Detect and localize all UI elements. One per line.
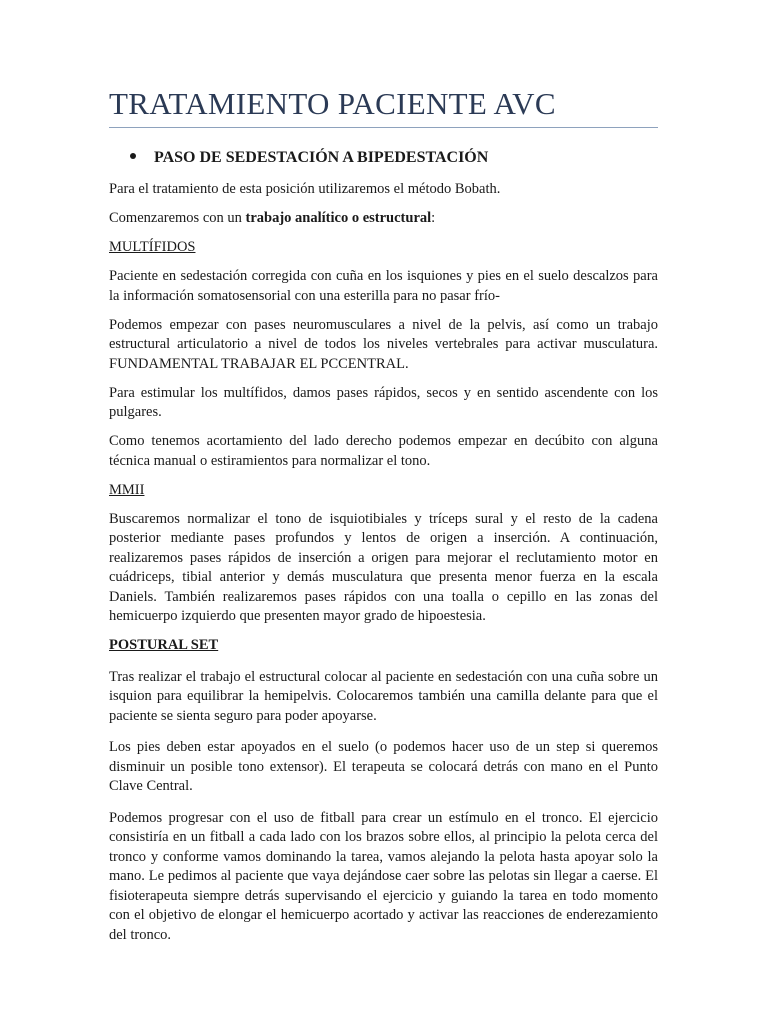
postural-paragraph-1: Tras realizar el trabajo el estructural colocar al paciente en sedestación con una cuña sobre un isquion para equilibrar la hemipelvis. Colocaremos también una camilla delante para que el paciente se sienta seguro para poder apoyarse. bbox=[109, 668, 658, 724]
intro-paragraph: Para el tratamiento de esta posición utilizaremos el método Bobath. bbox=[109, 181, 501, 197]
document-title: TRATAMIENTO PACIENTE AVC bbox=[109, 86, 556, 121]
bullet-dot-icon bbox=[130, 153, 136, 159]
mmii-heading: MMII bbox=[109, 481, 145, 498]
multifidos-paragraph-1: Paciente en sedestación corregida con cuña en los isquiones y pies en el suelo descalzos para la información somatosensorial con una esterilla para no pasar frío- bbox=[109, 268, 658, 304]
multifidos-heading: MULTÍFIDOS bbox=[109, 239, 196, 255]
title-underline-rule bbox=[109, 127, 658, 128]
analytic-bold: trabajo analítico o estructural bbox=[245, 210, 432, 226]
multifidos-paragraph-2: Podemos empezar con pases neuromusculares a nivel de la pelvis, así como un trabajo estructural articulatorio a nivel de todos los niveles vertebrales para activar musculatura. FUNDAMENTAL TRABAJAR EL PCCENTRAL. bbox=[109, 316, 658, 372]
multifidos-paragraph-4: Como tenemos acortamiento del lado derecho podemos empezar en decúbito con alguna técnica manual o estiramientos para normalizar el tono. bbox=[109, 433, 658, 469]
analytic-prefix: Comenzaremos con un bbox=[109, 210, 246, 226]
bullet-heading bbox=[130, 147, 488, 169]
postural-set-heading: POSTURAL SET bbox=[109, 637, 219, 653]
document-body bbox=[109, 180, 658, 955]
postural-paragraph-2: Los pies deben estar apoyados en el suelo (o podemos hacer uso de un step si queremos disminuir un posible tono extensor). El terapeuta se colocará detrás con mano en el Punto Clave Central. bbox=[109, 739, 658, 794]
analytic-paragraph bbox=[109, 209, 658, 229]
mmii-paragraph-1: Buscaremos normalizar el tono de isquiotibiales y tríceps sural y el resto de la cadena posterior mediante pases profundos y lentos de origen a inserción. A continuación, realizaremos pases rápidos de inserción a origen para mejorar el reclutamiento motor en cuádriceps, tibial anterior y demás musculatura que presenta menor fuerza en la escala Daniels. También realizaremos pases rápidos con una toalla o cepillo en las zonas del hemicuerpo izquierdo que presenten mayor grado de hipoestesia. bbox=[109, 510, 658, 624]
analytic-suffix: : bbox=[431, 210, 436, 226]
postural-paragraph-3: Podemos progresar con el uso de fitball para crear un estímulo en el tronco. El ejercicio consistiría en un fitball a cada lado con los brazos sobre ellos, al principio la pelota cerca del tronco y conforme vamos dominando la tarea, vamos alejando la pelota hasta apoyar solo la mano. Le pedimos al paciente que vaya dejándose caer sobre las pelotas sin llegar a caerse. El fisioterapeuta siempre detrás supervisando el ejercicio y guiando la tarea en todo momento con el objetivo de elongar el hemicuerpo acortado y activar las reacciones de enderezamiento del tronco. bbox=[109, 809, 658, 943]
bullet-heading-text: PASO DE SEDESTACIÓN A BIPEDESTACIÓN bbox=[154, 149, 489, 166]
multifidos-paragraph-3: Para estimular los multífidos, damos pases rápidos, secos y en sentido ascendente con los pulgares. bbox=[109, 384, 658, 420]
